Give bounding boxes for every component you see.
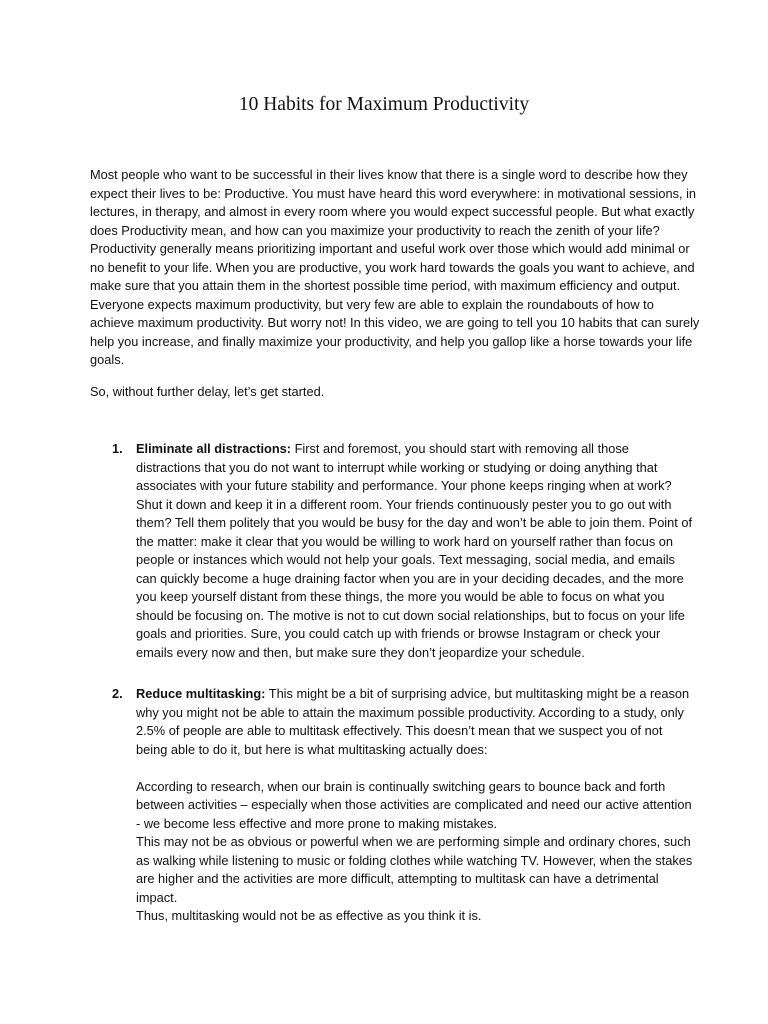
chores-paragraph: This may not be as obvious or powerful when we are performing simple and ordinary chores, such as walking while listening to music or folding clothes while watching TV. However, when the stakes are higher and the activities are more difficult, attempting to multitask can have a detrimental impact.	[136, 834, 693, 905]
document-title: 10 Habits for Maximum Productivity	[238, 94, 530, 115]
paragraph-gap	[136, 759, 696, 778]
list-item-body	[136, 685, 696, 926]
start-line: So, without further delay, let’s get started.	[90, 384, 325, 399]
list-item-text: This might be a bit of surprising advice, but multitasking might be a reason why you might not be able to attain the maximum possible productivity. According to a study, only 2.5% of people are able to multitask effectively. This doesn’t mean that we suspect you of not being able to do it, but here is what multitasking actually does:	[136, 686, 690, 757]
list-item-heading: Reduce multitasking:	[136, 686, 266, 701]
list-number: 2.	[112, 686, 123, 701]
list-item-text: First and foremost, you should start with removing all those distractions that you do not want to interrupt while working or studying or doing anything that associates with your future stability and performance. Your phone keeps ringing when at work? Shut it down and keep it in a different room. Your friends continuously pester you to go out with them? Tell them politely that you would be busy for the day and won’t be able to join them. Point of the matter: make it clear that you would be willing to work hard on yourself rather than focus on people or instances which would not help your goals. Text messaging, social media, and emails can quickly become a huge draining factor when you are in your deciding decades, and the more you keep yourself distant from these things, the more you would be able to focus on what you should be focusing on. The motive is not to cut down social relationships, but to focus on your life goals and priorities. Sure, you could catch up with friends or browse Instagram or check your emails every now and then, but make sure they don’t jeopardize your schedule.	[136, 441, 693, 660]
list-item-heading: Eliminate all distractions:	[136, 441, 292, 456]
conclusion-line: Thus, multitasking would not be as effective as you think it is.	[136, 908, 482, 923]
list-item-body	[136, 440, 696, 662]
intro-paragraph: Most people who want to be successful in their lives know that there is a single word to describe how they expect their lives to be: Productive. You must have heard this word everywhere: in motivational sessions, in lectures, in therapy, and almost in every room where you would expect successful people. But what exactly does Productivity mean, and how can you maximize your productivity to reach the zenith of your life? Productivity generally means prioritizing important and useful work over those which would add minimal or no benefit to your life. When you are productive, you work hard towards the goals you want to achieve, and make sure that you attain them in the shortest possible time period, with maximum efficiency and output. Everyone expects maximum productivity, but very few are able to explain the roundabouts of how to achieve maximum productivity. But worry not! In this video, we are going to tell you 10 habits that can surely help you increase, and finally maximize your productivity, and help you gallop like a horse towards your life goals.	[90, 167, 700, 367]
research-paragraph: According to research, when our brain is continually switching gears to bounce back and forth between activities – especially when those activities are complicated and need our active attention - we become less effective and more prone to making mistakes.	[136, 778, 692, 831]
list-number: 1.	[112, 441, 123, 456]
